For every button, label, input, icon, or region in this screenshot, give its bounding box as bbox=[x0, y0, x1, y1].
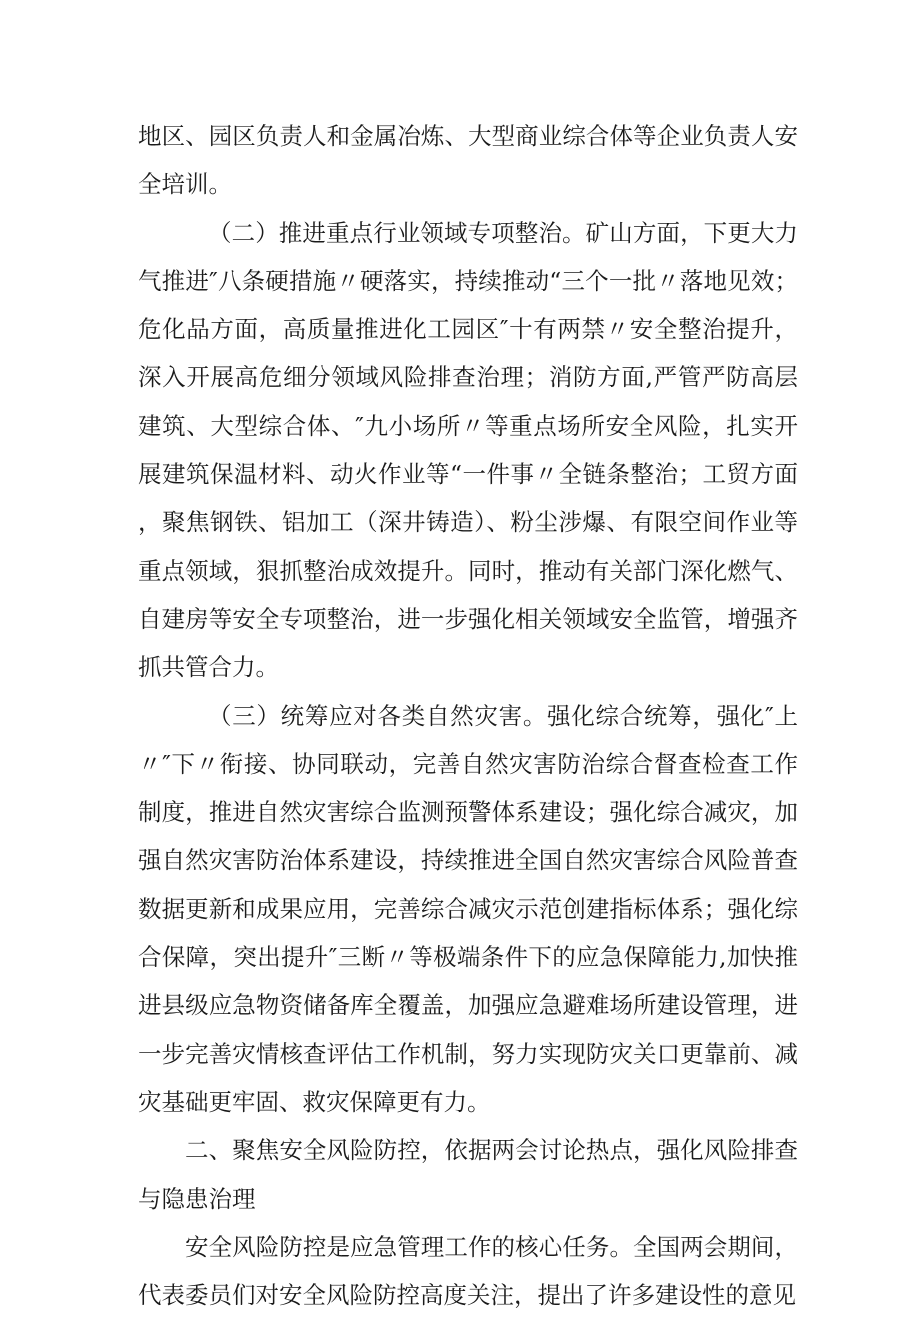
paragraph-training-continuation: 地区、园区负责人和金属冶炼、大型商业综合体等企业负责人安全培训。 bbox=[138, 122, 798, 199]
section-heading-risk-prevention: 二、聚焦安全风险防控，依据两会讨论热点，强化风险排查与隐患治理 bbox=[138, 1136, 798, 1213]
paragraph-special-rectification: （二）推进重点行业领域专项整治。矿山方面，下更大力气推进″八条硬措施〃硬落实，持续推动“三个一批〃落地见效；危化品方面，高质量推进化工园区″十有两禁〃安全整治提升，深入开展高危细分领域风险排查治理；消防方面,严管严防高层建筑、大型综合体、″九小场所〃等重点场所安全风险，扎实开展建筑保温材料、动火作业等“一件事〃全链条整治；工贸方面，聚焦钢铁、铝加工（深井铸造）、粉尘涉爆、有限空间作业等重点领域，狠抓整治成效提升。同时，推动有关部门深化燃气、自建房等安全专项整治，进一步强化相关领域安全监管，增强齐抓共管合力。 bbox=[138, 218, 798, 682]
document-body bbox=[138, 112, 798, 1319]
paragraph-natural-disasters: （三）统筹应对各类自然灾害。强化综合统筹，强化″上〃″下〃衔接、协同联动，完善自然灾害防治综合督查检查工作制度，推进自然灾害综合监测预警体系建设；强化综合减灾，加强自然灾害防治体系建设，持续推进全国自然灾害综合风险普查数据更新和成果应用，完善综合减灾示范创建指标体系；强化综合保障，突出提升″三断〃等极端条件下的应急保障能力,加快推进县级应急物资储备库全覆盖，加强应急避难场所建设管理，进一步完善灾情核查评估工作机制，努力实现防灾关口更靠前、减灾基础更牢固、救灾保障更有力。 bbox=[138, 701, 798, 1116]
paragraph-risk-prevention-intro: 安全风险防控是应急管理工作的核心任务。全国两会期间，代表委员们对安全风险防控高度关注，提出了许多建设性的意见 bbox=[138, 1232, 798, 1310]
